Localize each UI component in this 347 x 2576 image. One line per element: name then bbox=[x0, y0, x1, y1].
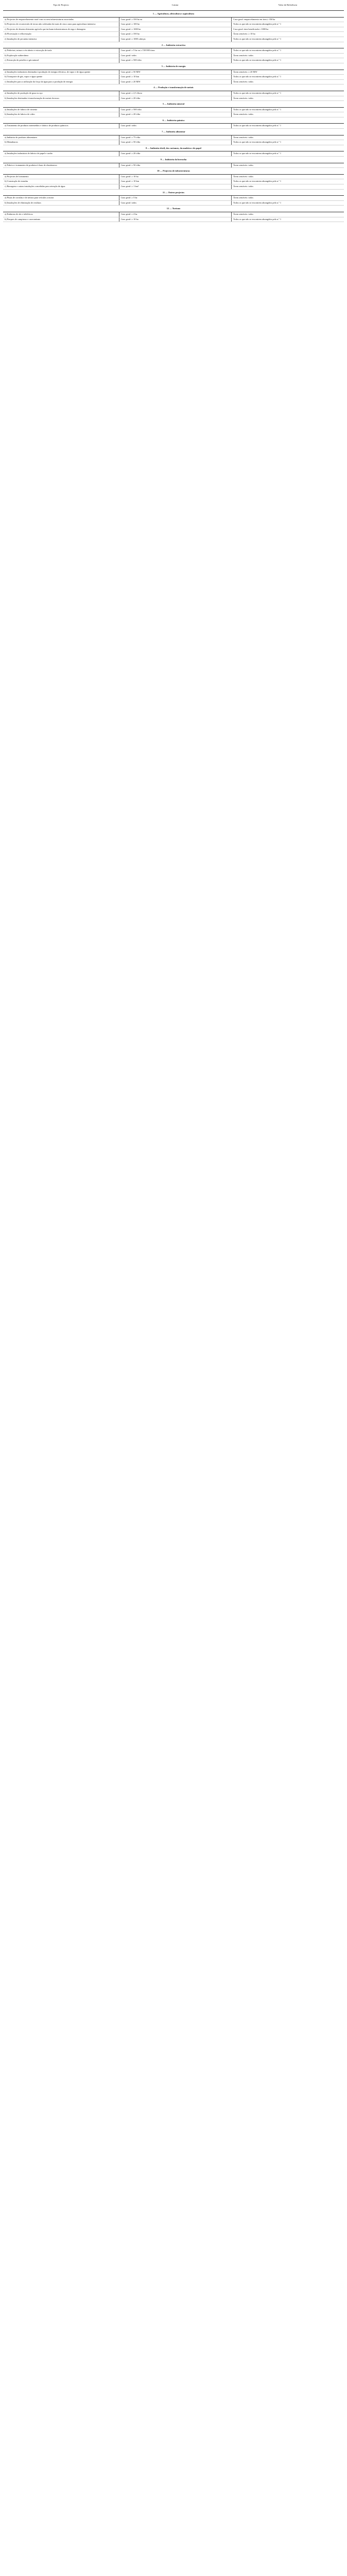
project-type-cell: a) Estâncias de ski e teleféricos bbox=[3, 212, 119, 217]
project-type-cell: b) Instalações de fabrico de vidro bbox=[3, 112, 119, 117]
table-row bbox=[3, 163, 344, 168]
threshold-cell: Caso geral: ≥ 350 ha bbox=[119, 32, 231, 37]
reference-value-cell: Áreas sensíveis: todos bbox=[232, 196, 344, 201]
project-type-cell: a) Pedreiras, minas a céu aberto e extracção de turfa bbox=[3, 48, 119, 54]
project-type-cell: b) Parques de campismo e caravanismo bbox=[3, 217, 119, 222]
section-title: 10 — Projectos de infraestruturas bbox=[3, 168, 344, 175]
threshold-cell: Caso geral: ≥ 1 hm³ bbox=[119, 184, 231, 190]
reference-value-cell: Áreas sensíveis: todos bbox=[232, 96, 344, 101]
section-title: 1 — Agricultura, silvicultura e aquicultura bbox=[3, 11, 344, 18]
threshold-cell: Caso geral: todos bbox=[119, 200, 231, 206]
project-type-cell: a) Instalações industriais de fabrico de papel e cartão bbox=[3, 151, 119, 157]
threshold-cell: Caso geral: ≥ 75 t/dia bbox=[119, 135, 231, 140]
section-row bbox=[3, 117, 344, 124]
reference-value-cell: Todos os que não se encontrem abrangidos pelo n.º 1 bbox=[232, 91, 344, 96]
threshold-cell: Caso geral: ≥ 5 ha ou ≥ 150 000 t/ano bbox=[119, 48, 231, 54]
threshold-cell: Caso geral: ≥ 350 ha ou bbox=[119, 17, 231, 22]
threshold-cell: Caso geral: ≥ 500 t/dia bbox=[119, 107, 231, 112]
threshold-cell: Caso geral: ≥ 50 MW bbox=[119, 70, 231, 75]
table-row bbox=[3, 70, 344, 75]
reference-value-cell: Áreas sensíveis: ≥ 10 ha bbox=[232, 32, 344, 37]
reference-value-cell: Todos os que não se encontrem abrangidos pelo n.º 1 bbox=[232, 140, 344, 145]
table-header-row bbox=[3, 0, 344, 11]
reference-value-cell: Áreas sensíveis: todos bbox=[232, 212, 344, 217]
threshold-cell: Caso geral: todos bbox=[119, 53, 231, 58]
reference-value-cell: Áreas sensíveis: todos bbox=[232, 53, 344, 58]
section-row bbox=[3, 42, 344, 48]
table-row bbox=[3, 140, 344, 145]
reference-value-cell: Todos os que não se encontrem abrangidos pelo n.º 1 bbox=[232, 107, 344, 112]
project-type-cell: a) Indústria de produtos alimentares bbox=[3, 135, 119, 140]
reference-value-cell: Todos os que não se encontrem abrangidos pelo n.º 1 bbox=[232, 124, 344, 129]
section-title: 5 — Indústria mineral bbox=[3, 101, 344, 108]
section-title: 6 — Indústria química bbox=[3, 117, 344, 124]
header-project-type: Tipo de Projecto bbox=[3, 0, 119, 11]
threshold-cell: Caso geral: ≥ 1000 cabeças bbox=[119, 37, 231, 42]
section-title: 12 — Turismo bbox=[3, 206, 344, 212]
threshold-cell: Caso geral: ≥ 10 ha bbox=[119, 217, 231, 222]
table-row bbox=[3, 179, 344, 184]
section-title: 2 — Indústria extractiva bbox=[3, 42, 344, 48]
project-type-cell: b) Instalações de eliminação de resíduos bbox=[3, 200, 119, 206]
header-threshold: Limiar bbox=[119, 0, 231, 11]
reference-value-cell: Todos os que não se encontrem abrangidos pelo n.º 1 bbox=[232, 37, 344, 42]
reference-value-cell: Todos os que não se encontrem abrangidos pelo n.º 1 bbox=[232, 75, 344, 80]
section-title: 3 — Indústria de energia bbox=[3, 63, 344, 70]
reference-value-cell: Todos os que não se encontrem abrangidos pelo n.º 1 bbox=[232, 22, 344, 27]
reference-value-cell: Áreas sensíveis: todos bbox=[232, 112, 344, 117]
project-type-cell: e) Instalações de pecuária intensiva bbox=[3, 37, 119, 42]
table-row bbox=[3, 174, 344, 179]
project-type-cell: a) Projectos de emparcelamento rural com ou sem infraestruturas associadas bbox=[3, 17, 119, 22]
project-type-cell: b) Projectos de reconversão de terras não cultivadas há mais de cinco anos para agricultura intensiva bbox=[3, 22, 119, 27]
project-type-cell: a) Tratamento de produtos intermédios e fabrico de produtos químicos bbox=[3, 124, 119, 129]
reference-value-cell: Áreas sensíveis: todos bbox=[232, 79, 344, 84]
project-type-cell: a) Instalações de produção de gusa ou aço bbox=[3, 91, 119, 96]
section-row bbox=[3, 157, 344, 163]
threshold-cell: Caso geral: ≥ 500 t/dia bbox=[119, 58, 231, 63]
project-type-cell: b) Matadouros bbox=[3, 140, 119, 145]
threshold-cell: Caso geral: ≥ 5 ha bbox=[119, 196, 231, 201]
table-row bbox=[3, 135, 344, 140]
project-type-cell: c) Extracção de petróleo e gás natural bbox=[3, 58, 119, 63]
table-row bbox=[3, 27, 344, 32]
threshold-cell: Caso geral: ≥ 10 ha bbox=[119, 174, 231, 179]
reference-value-cell: Todos os que não se encontrem abrangidos pelo n.º 1 bbox=[232, 48, 344, 54]
reference-value-cell: Áreas sensíveis: ≥ 20 MW bbox=[232, 70, 344, 75]
section-title: 7 — Indústria alimentar bbox=[3, 129, 344, 135]
project-threshold-table bbox=[3, 0, 344, 222]
threshold-cell: Caso geral: ≥ 2,5 t/hora bbox=[119, 91, 231, 96]
section-row bbox=[3, 129, 344, 135]
threshold-cell: Caso geral: ≥ 50 t/dia bbox=[119, 163, 231, 168]
table-row bbox=[3, 217, 344, 222]
project-type-cell: b) Construção de estradas bbox=[3, 179, 119, 184]
threshold-cell: Caso geral: ≥ 10 km bbox=[119, 179, 231, 184]
section-title: 8 — Indústria têxtil, dos curtumes, da madeira e do papel bbox=[3, 145, 344, 151]
header-reference-value: Valor de Referência bbox=[232, 0, 344, 11]
reference-value-cell: Áreas sensíveis: todos bbox=[232, 163, 344, 168]
table-body bbox=[3, 11, 344, 222]
section-row bbox=[3, 168, 344, 175]
section-title: 9 — Indústria da borracha bbox=[3, 157, 344, 163]
table-row bbox=[3, 79, 344, 84]
section-title: 11 — Outros projectos bbox=[3, 189, 344, 196]
section-row bbox=[3, 189, 344, 196]
project-type-cell: c) Barragens e outras instalações concebidas para retenção de água bbox=[3, 184, 119, 190]
section-row bbox=[3, 145, 344, 151]
project-type-cell: b) Exploração subterrânea bbox=[3, 53, 119, 58]
project-type-cell: d) Florestação e reflorestação bbox=[3, 32, 119, 37]
reference-value-cell: Todos os que não se encontrem abrangidos pelo n.º 1 bbox=[232, 200, 344, 206]
threshold-cell: Caso geral: ≥ 20 t/dia bbox=[119, 112, 231, 117]
section-row bbox=[3, 63, 344, 70]
table-row bbox=[3, 200, 344, 206]
reference-value-cell: Áreas sensíveis: todos bbox=[232, 184, 344, 190]
reference-value-cell: Todos os que não se encontrem abrangidos pelo n.º 1 bbox=[232, 179, 344, 184]
threshold-cell: Caso geral: ≥ 100 ha bbox=[119, 22, 231, 27]
section-row bbox=[3, 101, 344, 108]
table-row bbox=[3, 184, 344, 190]
threshold-cell: Caso geral: todos bbox=[119, 124, 231, 129]
section-title: 4 — Produção e transformação de metais bbox=[3, 84, 344, 91]
reference-value-cell: Caso geral: área beneficiada ≥ 1000 ha bbox=[232, 27, 344, 32]
threshold-cell: Caso geral: ≥ 20 t/dia bbox=[119, 151, 231, 157]
table-row bbox=[3, 22, 344, 27]
reference-value-cell: Todos os que não se encontrem abrangidos pelo n.º 1 bbox=[232, 58, 344, 63]
threshold-cell: Caso geral: ≥ 1000 ha bbox=[119, 27, 231, 32]
project-type-cell: b) Instalações destinadas à transformação de metais ferrosos bbox=[3, 96, 119, 101]
threshold-cell: Caso geral: ≥ 4 ha bbox=[119, 212, 231, 217]
table-row bbox=[3, 75, 344, 80]
project-type-cell: a) Fabrico e tratamento de produtos à base de elastómeros bbox=[3, 163, 119, 168]
project-type-cell: a) Instalações industriais destinadas à produção de energia eléctrica, de vapor e de água quente bbox=[3, 70, 119, 75]
table-row bbox=[3, 112, 344, 117]
threshold-cell: Caso geral: ≥ 50 t/dia bbox=[119, 140, 231, 145]
table-row bbox=[3, 96, 344, 101]
table-row bbox=[3, 91, 344, 96]
table-row bbox=[3, 107, 344, 112]
section-row bbox=[3, 84, 344, 91]
reference-value-cell: Caso geral: emparcelamento em área ≥ 350 ha bbox=[232, 17, 344, 22]
table-row bbox=[3, 151, 344, 157]
section-row bbox=[3, 11, 344, 18]
reference-value-cell: Todos os que não se encontrem abrangidos pelo n.º 1 bbox=[232, 151, 344, 157]
reference-value-cell: Todos os que não se encontrem abrangidos pelo n.º 1 bbox=[232, 217, 344, 222]
reference-value-cell: Áreas sensíveis: todos bbox=[232, 174, 344, 179]
threshold-cell: Caso geral: ≥ 10 km bbox=[119, 75, 231, 80]
table-row bbox=[3, 212, 344, 217]
table-row bbox=[3, 58, 344, 63]
table-row bbox=[3, 37, 344, 42]
threshold-cell: Caso geral: ≥ 20 MW bbox=[119, 79, 231, 84]
threshold-cell: Caso geral: ≥ 20 t/dia bbox=[119, 96, 231, 101]
table-row bbox=[3, 196, 344, 201]
project-type-cell: a) Projectos de loteamento bbox=[3, 174, 119, 179]
project-type-cell: a) Pistas de corridas e de treinos para veículos a motor bbox=[3, 196, 119, 201]
project-type-cell: c) Instalações para a utilização da força da água para a produção de energia bbox=[3, 79, 119, 84]
table-row bbox=[3, 32, 344, 37]
table-row bbox=[3, 53, 344, 58]
section-row bbox=[3, 206, 344, 212]
reference-value-cell: Áreas sensíveis: todos bbox=[232, 135, 344, 140]
table-row bbox=[3, 17, 344, 22]
project-type-cell: c) Projectos de desenvolvimento agrícola que incluam infraestruturas de rega e drenagem bbox=[3, 27, 119, 32]
project-type-cell: a) Instalações de fabrico de cimento bbox=[3, 107, 119, 112]
table-row bbox=[3, 124, 344, 129]
project-type-cell: b) Transporte de gás, vapor e água quente bbox=[3, 75, 119, 80]
table-row bbox=[3, 48, 344, 54]
